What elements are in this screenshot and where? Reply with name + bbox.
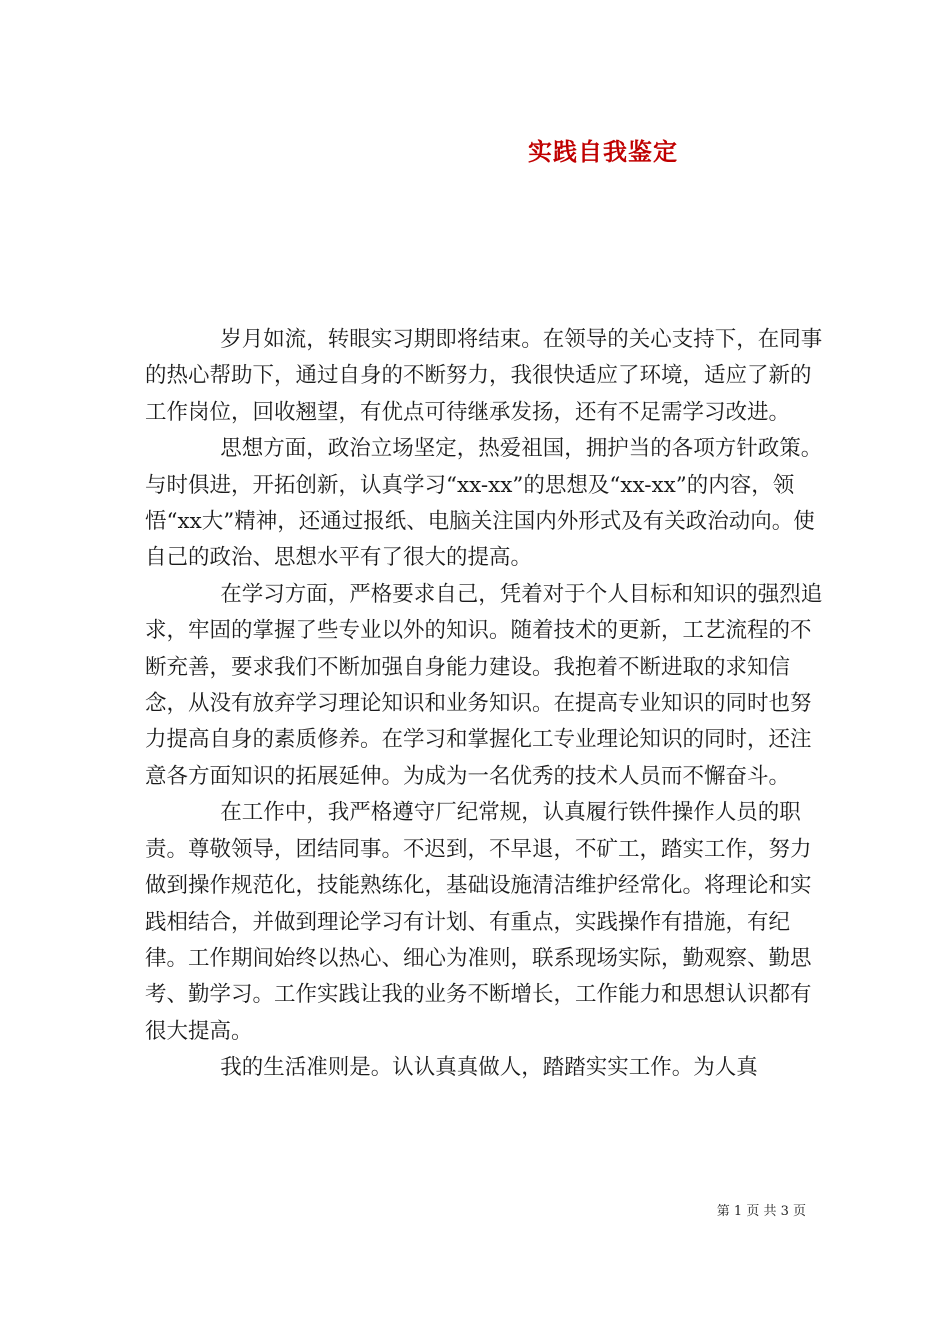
page-number-footer: 第 1 页 共 3 页: [716, 1204, 806, 1219]
paragraph-work: 在工作中，我严格遵守厂纪常规，认真履行铁件操作人员的职责。尊敬领导，团结同事。不迟到，不早退，不矿工，踏实工作，努力做到操作规范化，技能熟练化，基础设施清洁维护经常化。将理论和实践相结合，并做到理论学习有计划、有重点，实践操作有措施，有纪律。工作期间始终以热心、细心为准则，联系现场实际，勤观察、勤思考、勤学习。工作实践让我的业务不断增长，工作能力和思想认识都有很大提高。: [145, 800, 812, 1044]
paragraph-intro: 岁月如流，转眼实习期即将结束。在领导的关心支持下，在同事的热心帮助下，通过自身的不断努力，我很快适应了环境，适应了新的工作岗位，回收翘望，有优点可待继承发扬，还有不足需学习改进。: [145, 327, 823, 425]
paragraph-thought: 思想方面，政治立场坚定，热爱祖国，拥护当的各项方针政策。与时俱进，开拓创新，认真学习“xx-xx”的思想及“xx-xx”的内容，领悟“xx大”精神，还通过报纸、电脑关注国内外形式及有关政治动向。使自己的政治、思想水平有了很大的提高。: [145, 436, 823, 571]
paragraph-life: 我的生活准则是。认认真真做人，踏踏实实工作。为人真: [220, 1055, 758, 1081]
document-body: [145, 322, 830, 1087]
document-title: 实践自我鉴定: [528, 138, 678, 166]
paragraph-study: 在学习方面，严格要求自己，凭着对于个人目标和知识的强烈追求，牢固的掌握了些专业以外的知识。随着技术的更新，工艺流程的不断充善，要求我们不断加强自身能力建设。我抱着不断进取的求知信念，从没有放弃学习理论知识和业务知识。在提高专业知识的同时也努力提高自身的素质修养。在学习和掌握化工专业理论知识的同时，还注意各方面知识的拓展延伸。为成为一名优秀的技术人员而不懈奋斗。: [145, 581, 823, 789]
